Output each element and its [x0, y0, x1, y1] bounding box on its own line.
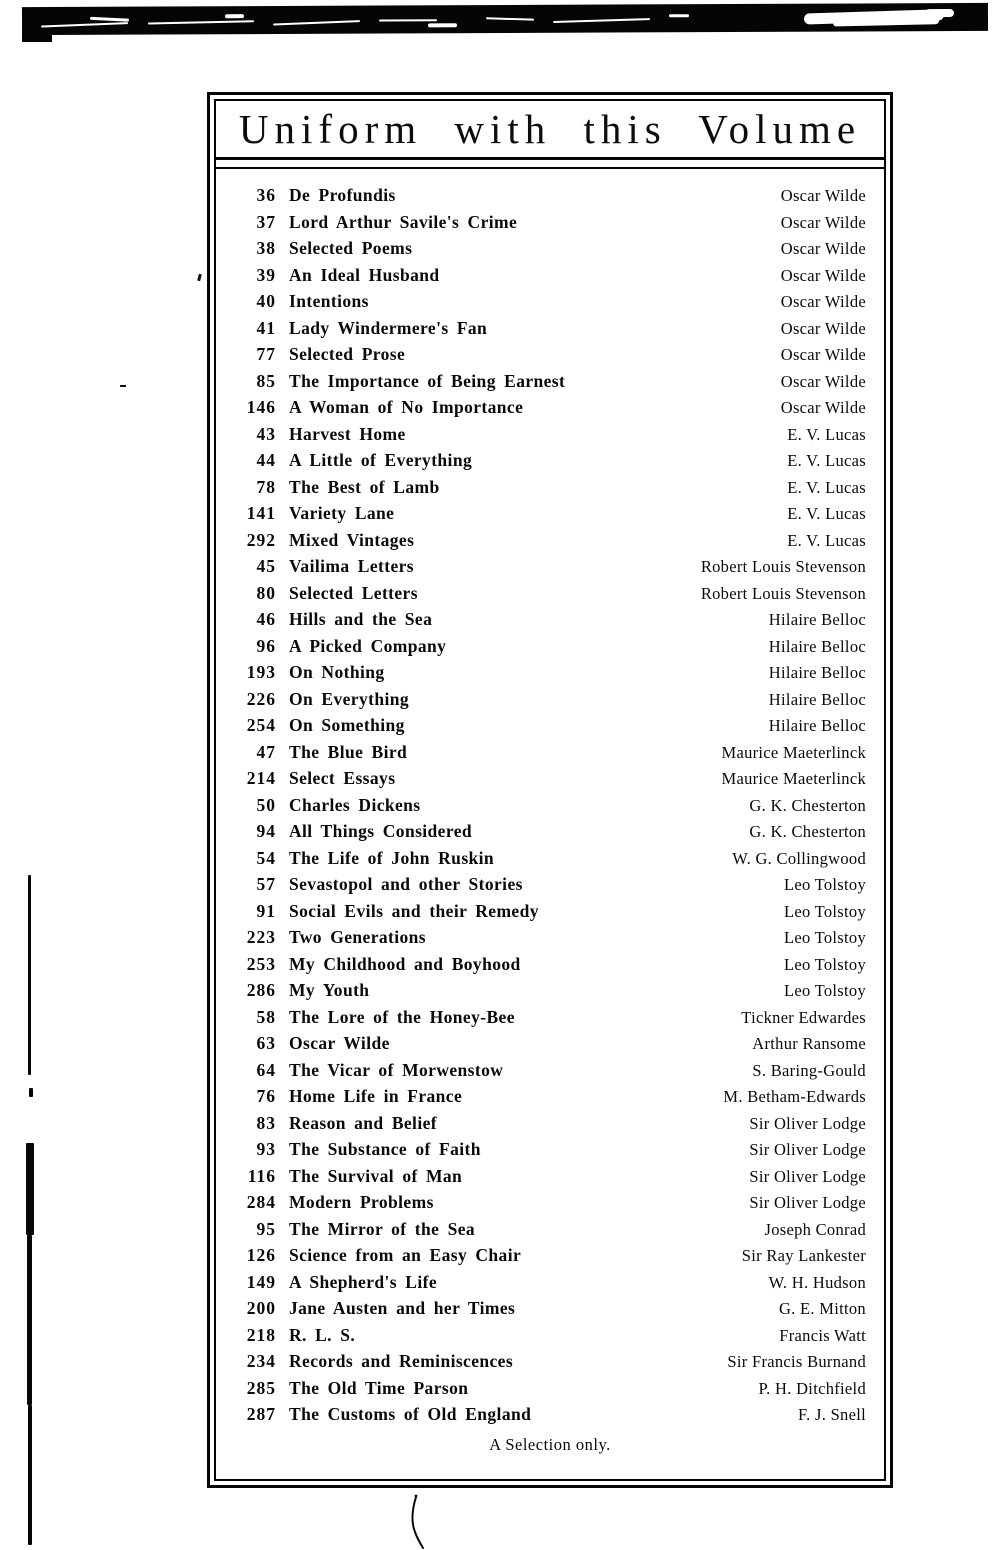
list-item	[226, 474, 866, 501]
book-author: Hilaire Belloc	[768, 663, 866, 682]
book-title: Variety Lane	[289, 503, 395, 523]
book-number: 223	[246, 927, 276, 947]
book-number: 80	[256, 582, 276, 603]
book-author: Oscar Wilde	[780, 265, 866, 285]
book-author: M. Betham-Edwards	[723, 1087, 866, 1106]
scan-artifact-top-bar	[22, 3, 988, 35]
page-title: Uniform with this Volume	[238, 106, 862, 152]
book-title: The Substance of Faith	[289, 1139, 481, 1159]
book-number: 36	[256, 185, 276, 205]
book-author: G. K. Chesterton	[749, 822, 866, 841]
list-item	[226, 1136, 866, 1163]
book-number: 83	[256, 1112, 276, 1133]
book-author: Joseph Conrad	[764, 1219, 866, 1239]
book-author: Oscar Wilde	[780, 239, 866, 258]
book-title: The Customs of Old England	[289, 1404, 532, 1424]
book-title: The Lore of the Honey-Bee	[289, 1006, 515, 1027]
book-author: Robert Louis Stevenson	[700, 557, 866, 576]
scan-artifact-top-left-blob	[22, 28, 52, 42]
scan-speck	[120, 385, 126, 387]
scan-artifact-left-line	[28, 1405, 32, 1545]
book-author: Leo Tolstoy	[783, 954, 866, 974]
title-separator-rule	[216, 157, 884, 169]
list-item	[226, 447, 866, 474]
book-number: 64	[256, 1059, 276, 1080]
book-number: 47	[256, 741, 276, 762]
book-author: W. G. Collingwood	[732, 848, 866, 868]
book-author: Sir Oliver Lodge	[749, 1140, 866, 1159]
list-item	[226, 262, 866, 289]
book-author: E. V. Lucas	[787, 424, 866, 444]
book-number: 44	[256, 450, 276, 470]
book-author: F. J. Snell	[798, 1405, 866, 1424]
list-item	[226, 421, 866, 448]
book-title: Selected Letters	[289, 582, 418, 603]
book-number: 292	[246, 529, 276, 550]
pen-stroke-mark	[403, 1494, 437, 1550]
book-title: Oscar Wilde	[289, 1033, 390, 1053]
book-number: 285	[246, 1377, 276, 1398]
list-item	[226, 659, 866, 686]
book-author: Sir Oliver Lodge	[749, 1113, 866, 1133]
book-author: Leo Tolstoy	[783, 981, 866, 1000]
book-number: 214	[246, 768, 276, 788]
book-number: 63	[256, 1033, 276, 1053]
book-number: 91	[256, 900, 276, 921]
book-number: 37	[256, 211, 276, 232]
book-author: E. V. Lucas	[787, 530, 866, 550]
book-number: 253	[246, 953, 276, 974]
book-number: 218	[246, 1324, 276, 1345]
list-item	[226, 1375, 866, 1402]
book-title: The Life of John Ruskin	[289, 847, 495, 868]
book-author: Sir Francis Burnand	[727, 1352, 866, 1371]
book-number: 50	[256, 794, 276, 815]
book-author: Leo Tolstoy	[783, 928, 866, 947]
book-title: On Everything	[289, 688, 410, 709]
book-author: E. V. Lucas	[787, 451, 866, 470]
book-author: P. H. Ditchfield	[758, 1378, 866, 1398]
book-author: W. H. Hudson	[768, 1272, 866, 1292]
book-author: Oscar Wilde	[780, 371, 866, 391]
book-number: 54	[256, 847, 276, 868]
book-author: Oscar Wilde	[780, 318, 866, 338]
list-item	[226, 527, 866, 554]
book-title: Hills and the Sea	[289, 609, 433, 629]
book-number: 40	[256, 291, 276, 311]
book-title: Reason and Belief	[289, 1112, 437, 1133]
list-item	[226, 1242, 866, 1269]
list-item	[226, 315, 866, 342]
list-item	[226, 765, 866, 792]
book-title: Modern Problems	[289, 1192, 434, 1212]
book-author: E. V. Lucas	[787, 477, 866, 497]
list-item	[226, 1322, 866, 1349]
book-title: An Ideal Husband	[289, 264, 440, 285]
list-item	[226, 712, 866, 739]
book-title: My Childhood and Boyhood	[289, 953, 521, 974]
book-author: Maurice Maeterlinck	[721, 769, 866, 788]
list-item	[226, 686, 866, 713]
list-item	[226, 633, 866, 660]
list-item	[226, 209, 866, 236]
book-author: G. E. Mitton	[778, 1299, 866, 1318]
book-number: 254	[246, 715, 276, 735]
list-item	[226, 341, 866, 368]
book-title: De Profundis	[289, 185, 396, 205]
book-number: 126	[246, 1245, 276, 1265]
book-number: 286	[246, 980, 276, 1000]
scan-artifact-left-line	[26, 1143, 34, 1235]
book-number: 38	[256, 238, 276, 258]
book-title: Select Essays	[289, 768, 396, 788]
book-title: A Little of Everything	[289, 450, 473, 470]
book-title: The Importance of Being Earnest	[289, 370, 566, 391]
book-number: 193	[246, 662, 276, 682]
scan-artifact-left-line	[27, 1235, 32, 1405]
book-author: Hilaire Belloc	[768, 610, 866, 629]
book-list	[216, 169, 884, 1428]
book-title: Selected Poems	[289, 238, 413, 258]
book-title: My Youth	[289, 980, 370, 1000]
book-number: 287	[246, 1404, 276, 1424]
book-number: 41	[256, 317, 276, 338]
list-frame-inner	[214, 99, 886, 1481]
book-title: Two Generations	[289, 927, 427, 947]
scan-artifact-left-line	[28, 875, 31, 1075]
book-author: Leo Tolstoy	[783, 875, 866, 894]
list-item	[226, 182, 866, 209]
book-number: 95	[256, 1218, 276, 1239]
book-author: Sir Oliver Lodge	[749, 1193, 866, 1212]
book-title: The Survival of Man	[289, 1165, 463, 1186]
book-author: Oscar Wilde	[780, 212, 866, 232]
book-author: Oscar Wilde	[780, 186, 866, 205]
footer-note: A Selection only.	[489, 1434, 611, 1454]
list-item	[226, 1163, 866, 1190]
list-item	[226, 1083, 866, 1110]
list-item	[226, 1269, 866, 1296]
list-item	[226, 898, 866, 925]
book-title: Intentions	[289, 291, 369, 311]
book-title: Selected Prose	[289, 344, 406, 364]
book-author: Maurice Maeterlinck	[721, 742, 866, 762]
list-item	[226, 818, 866, 845]
list-item	[226, 1189, 866, 1216]
book-title: A Shepherd's Life	[289, 1271, 437, 1292]
book-author: Oscar Wilde	[780, 345, 866, 364]
list-item	[226, 1401, 866, 1428]
book-author: Hilaire Belloc	[768, 636, 866, 656]
book-number: 85	[256, 370, 276, 391]
book-title: Harvest Home	[289, 423, 406, 444]
book-number: 146	[246, 397, 276, 417]
list-item	[226, 235, 866, 262]
book-number: 43	[256, 423, 276, 444]
list-item	[226, 1030, 866, 1057]
list-item	[226, 792, 866, 819]
list-item	[226, 580, 866, 607]
book-author: Sir Ray Lankester	[741, 1246, 866, 1265]
list-item	[226, 368, 866, 395]
book-title: Lord Arthur Savile's Crime	[289, 211, 518, 232]
book-number: 234	[246, 1351, 276, 1371]
book-title: Mixed Vintages	[289, 529, 415, 550]
list-item	[226, 1004, 866, 1031]
book-author: Hilaire Belloc	[768, 689, 866, 709]
book-title: The Old Time Parson	[289, 1377, 469, 1398]
list-item	[226, 845, 866, 872]
list-item	[226, 977, 866, 1004]
book-number: 45	[256, 556, 276, 576]
scan-speck	[197, 274, 202, 282]
book-number: 141	[246, 503, 276, 523]
list-item	[226, 1216, 866, 1243]
book-author: Francis Watt	[779, 1325, 866, 1345]
book-title: Sevastopol and other Stories	[289, 874, 523, 894]
book-title: A Picked Company	[289, 635, 447, 656]
book-author: Oscar Wilde	[780, 292, 866, 311]
book-title: Charles Dickens	[289, 794, 421, 815]
book-title: Records and Reminiscences	[289, 1351, 514, 1371]
list-item	[226, 1110, 866, 1137]
book-number: 284	[246, 1192, 276, 1212]
book-author: Leo Tolstoy	[783, 901, 866, 921]
list-item	[226, 553, 866, 580]
book-title: Home Life in France	[289, 1086, 463, 1106]
list-item	[226, 394, 866, 421]
list-frame	[207, 92, 893, 1488]
book-number: 96	[256, 635, 276, 656]
book-number: 76	[256, 1086, 276, 1106]
book-title: R. L. S.	[289, 1324, 356, 1345]
book-number: 77	[256, 344, 276, 364]
book-title: On Something	[289, 715, 405, 735]
book-author: G. K. Chesterton	[749, 795, 866, 815]
book-author: Robert Louis Stevenson	[700, 583, 866, 603]
book-title: Jane Austen and her Times	[289, 1298, 516, 1318]
book-author: Tickner Edwardes	[741, 1007, 866, 1027]
book-title: A Woman of No Importance	[289, 397, 524, 417]
book-title: On Nothing	[289, 662, 385, 682]
book-title: Vailima Letters	[289, 556, 415, 576]
list-item	[226, 924, 866, 951]
book-number: 226	[246, 688, 276, 709]
book-title: The Mirror of the Sea	[289, 1218, 476, 1239]
list-item	[226, 951, 866, 978]
list-item	[226, 1057, 866, 1084]
book-number: 58	[256, 1006, 276, 1027]
book-title: The Blue Bird	[289, 741, 408, 762]
list-item	[226, 500, 866, 527]
list-item	[226, 288, 866, 315]
book-title: The Best of Lamb	[289, 476, 440, 497]
book-author: Arthur Ransome	[752, 1034, 866, 1053]
book-number: 93	[256, 1139, 276, 1159]
book-author: Hilaire Belloc	[768, 716, 866, 735]
list-item	[226, 739, 866, 766]
book-number: 116	[247, 1165, 276, 1186]
book-author: S. Baring-Gould	[752, 1060, 866, 1080]
book-number: 149	[246, 1271, 276, 1292]
book-number: 46	[256, 609, 276, 629]
book-title: Lady Windermere's Fan	[289, 317, 488, 338]
book-title: Social Evils and their Remedy	[289, 900, 539, 921]
book-number: 94	[256, 821, 276, 841]
book-author: Oscar Wilde	[780, 398, 866, 417]
scan-artifact-left-dot	[29, 1088, 33, 1097]
list-item	[226, 1295, 866, 1322]
list-item	[226, 1348, 866, 1375]
book-title: The Vicar of Morwenstow	[289, 1059, 504, 1080]
book-title: Science from an Easy Chair	[289, 1245, 522, 1265]
list-item	[226, 606, 866, 633]
book-number: 57	[256, 874, 276, 894]
list-item	[226, 871, 866, 898]
book-number: 39	[256, 264, 276, 285]
book-author: Sir Oliver Lodge	[749, 1166, 866, 1186]
book-number: 78	[256, 476, 276, 497]
book-title: All Things Considered	[289, 821, 472, 841]
book-author: E. V. Lucas	[787, 504, 866, 523]
book-number: 200	[246, 1298, 276, 1318]
